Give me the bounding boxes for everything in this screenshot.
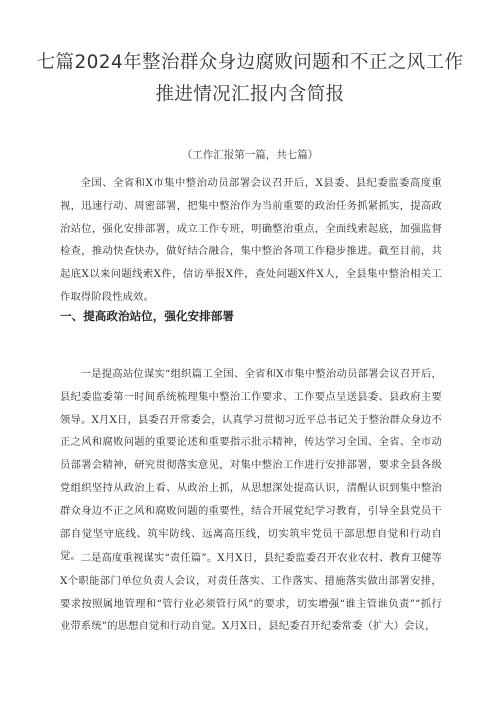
paragraph-intro: 全国、全省和X市集中整治动员部署会议召开后，X县委、县纪委监委高度重视，迅速行动、周密部署，把集中整治作为当前重要的政治任务抓紧抓实，提高政治站位，强化安排部署，成立工作专班，明确整治重点，全面线索起底，加强监督检查，推动快查快办，做好结合融合，集中整治各项工作稳步推进。截至目前，共起底X以来问题线索X件，信访举报X件，查处问题X件X人，全县集中整治相关工作取得阶段性成效。 xyxy=(60,177,442,303)
paragraph-second-point: 二是高度重视谋实“责任篇”。X月X日，县纪委监委召开农业农村、教育卫健等X个职能部门单位负责人会议，对责任落实、工作落实、措施落实做出部署安排，要求按照属地管理和“管行业必须管行风”的要求，切实增强“谁主管谁负责”“抓行业带系统”的思想自觉和行动自觉。X月X日，县纪委召开纪委常委（扩大）会议， xyxy=(60,552,442,633)
paragraph-first-point: 一是提高站位谋实“组织篇工全国、全省和X市集中整治动员部署会议召开后，县纪委监委第一时间系统梳理集中整治工作要求、工作要点呈送县委、县政府主要领导。X月X日，县委召开常委会，认真学习贯彻习近平总书记关于整治群众身边不正之风和腐败问题的重要论述和重要指示批示精神，传达学习全国、全省、全市动员部署会精神，研究贯彻落实意见，对集中整治工作进行安排部署，要求全县各级党组织坚持从政治上看、从政治上抓，从思想深处提高认识，清醒认识到集中整治群众身边不正之风和腐败问题的重要性，结合开展党纪学习教育，引导全县党员干部自觉坚守底线、筑牢防线、远离高压线，切实筑牢党员干部思想自觉和行动自觉。 xyxy=(60,368,442,563)
document-title-line1: 七篇2024年整治群众身边腐败问题和不正之风工作 xyxy=(36,52,464,73)
document-title-line2: 推进情况汇报内含简报 xyxy=(155,84,345,105)
section-heading-1: 一、提高政治站位，强化安排部署 xyxy=(60,309,234,323)
document-subtitle: （工作汇报第一篇，共七篇） xyxy=(181,149,319,161)
